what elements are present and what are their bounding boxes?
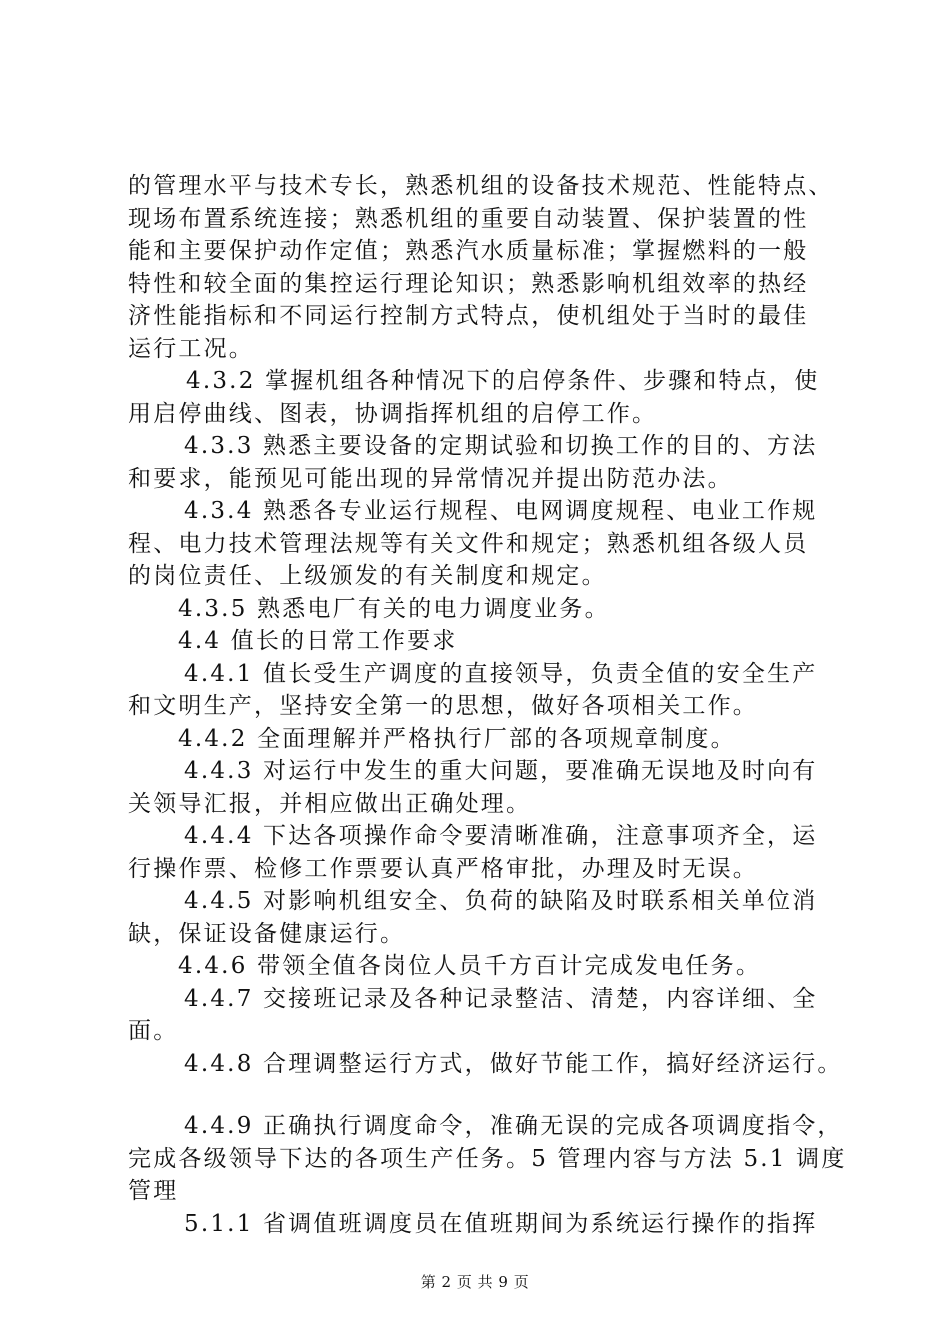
text-line: 4.4.5 对影响机组安全、负荷的缺陷及时联系相关单位消 <box>184 888 818 914</box>
text-line: 和要求，能预见可能出现的异常情况并提出防范办法。 <box>128 465 733 492</box>
text-line: 4.4 值长的日常工作要求 <box>178 628 458 654</box>
text-line: 行操作票、检修工作票要认真严格审批，办理及时无误。 <box>128 855 758 882</box>
text-line: 4.4.6 带领全值各岗位人员千方百计完成发电任务。 <box>178 953 762 979</box>
page-footer <box>0 1271 950 1292</box>
text-line: 程、电力技术管理法规等有关文件和规定；熟悉机组各级人员 <box>128 530 809 557</box>
text-line: 运行工况。 <box>128 335 254 362</box>
text-line: 4.3.2 掌握机组各种情况下的启停条件、步骤和特点，使 <box>186 368 820 394</box>
text-line: 用启停曲线、图表，协调指挥机组的启停工作。 <box>128 400 658 427</box>
text-line: 4.3.5 熟悉电厂有关的电力调度业务。 <box>178 595 610 622</box>
text-line: 4.4.7 交接班记录及各种记录整洁、清楚，内容详细、全 <box>184 985 818 1012</box>
text-line: 4.4.9 正确执行调度命令，准确无误的完成各项调度指令， <box>184 1113 843 1139</box>
text-line: 的管理水平与技术专长，熟悉机组的设备技术规范、性能特点、 <box>128 173 834 199</box>
text-line: 关领导汇报，并相应做出正确处理。 <box>128 790 532 817</box>
text-line: 4.4.2 全面理解并严格执行厂部的各项规章制度。 <box>178 725 736 752</box>
text-line: 4.4.1 值长受生产调度的直接领导，负责全值的安全生产 <box>184 660 818 687</box>
text-line: 4.4.8 合理调整运行方式，做好节能工作，搞好经济运行。 <box>184 1050 843 1077</box>
paragraph-gap <box>128 1080 834 1110</box>
text-line: 的岗位责任、上级颁发的有关制度和规定。 <box>128 563 607 589</box>
text-line: 4.4.3 对运行中发生的重大问题，要准确无误地及时向有 <box>184 758 818 784</box>
text-line: 4.3.4 熟悉各专业运行规程、电网调度规程、电业工作规 <box>184 498 818 524</box>
document-body <box>128 170 847 1240</box>
text-line: 管理 <box>128 1178 179 1204</box>
text-line: 能和主要保护动作定值；熟悉汽水质量标准；掌握燃料的一般 <box>128 238 809 264</box>
text-line: 4.4.4 下达各项操作命令要清晰准确，注意事项齐全，运 <box>184 823 818 849</box>
text-line: 现场布置系统连接；熟悉机组的重要自动装置、保护装置的性 <box>128 205 809 232</box>
page-indicator: 第 2 页 共 9 页 <box>420 1273 530 1291</box>
text-line: 4.3.3 熟悉主要设备的定期试验和切换工作的目的、方法 <box>184 433 818 459</box>
text-line: 面。 <box>128 1018 179 1044</box>
text-line: 特性和较全面的集控运行理论知识；熟悉影响机组效率的热经 <box>128 270 809 297</box>
text-line: 济性能指标和不同运行控制方式特点，使机组处于当时的最佳 <box>128 303 809 329</box>
text-line: 和文明生产，坚持安全第一的思想，做好各项相关工作。 <box>128 693 758 719</box>
text-line: 完成各级领导下达的各项生产任务。5 管理内容与方法 5.1 调度 <box>128 1145 847 1172</box>
text-line: 缺，保证设备健康运行。 <box>128 920 406 947</box>
text-line: 5.1.1 省调值班调度员在值班期间为系统运行操作的指挥 <box>184 1210 818 1237</box>
